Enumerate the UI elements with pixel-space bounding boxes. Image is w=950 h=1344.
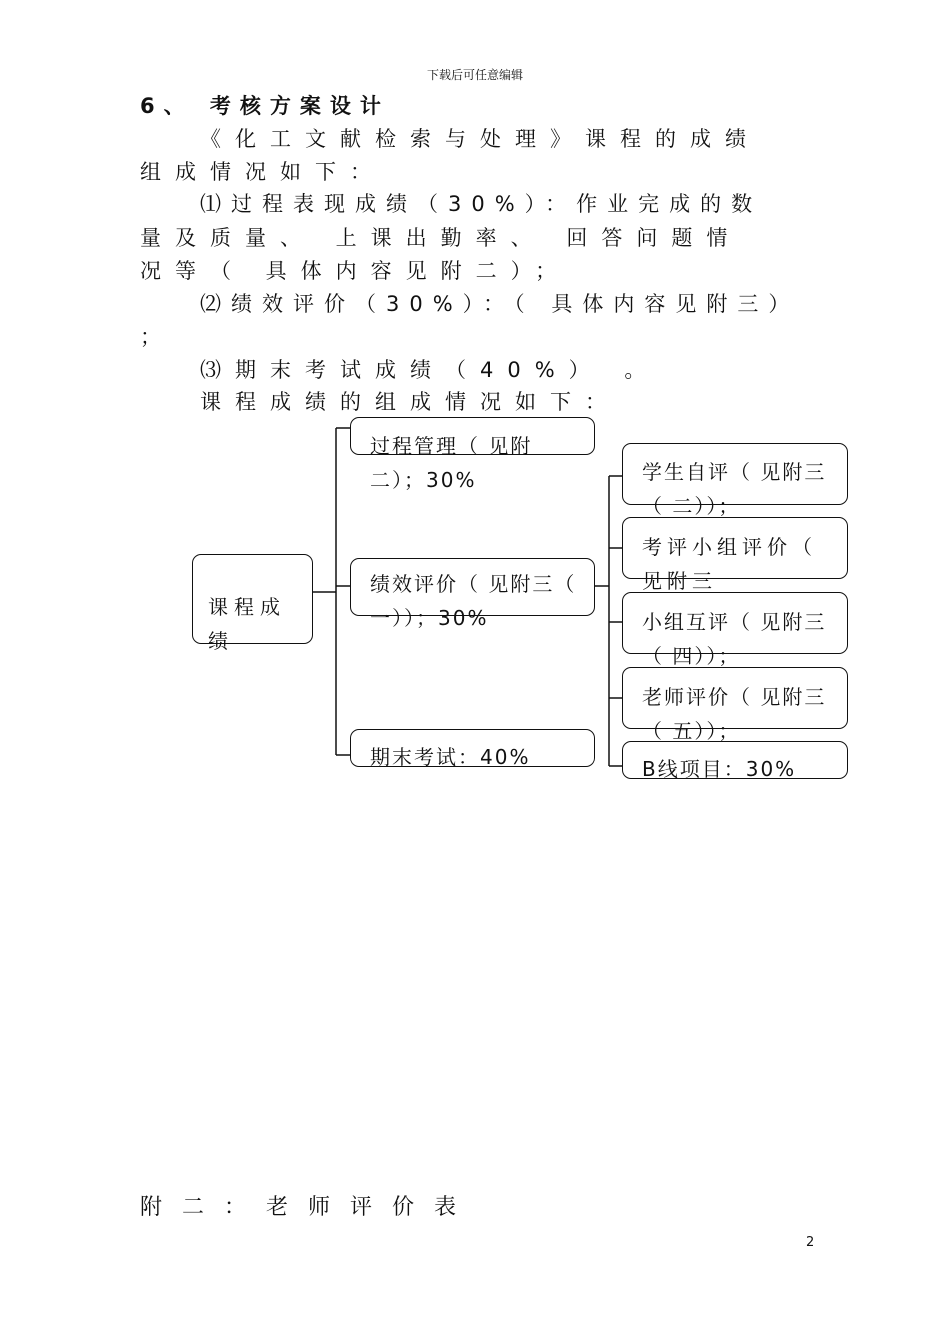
diagram-node-process-label: 过程管理（ 见附二）；30% [370,434,533,492]
item1-line-3: 况等（ 具体内容见附二）； [140,259,571,283]
header-watermark: 下载后可任意编辑 [426,68,523,82]
diagram-node-self-eval-label: 学生自评（ 见附三（ 二））； [642,460,827,517]
item2-line-1: ⑵绩效评价（30%）：（ 具体内容见附三） [200,292,800,316]
item2-line-2: ； [140,325,171,349]
appendix-title: 附二：老师评价表 [140,1195,477,1220]
intro-line-2: 组成情况如下： [140,160,385,184]
diagram-intro: 课程成绩的组成情况如下： [200,390,620,414]
diagram-node-performance-label: 绩效评价（ 见附三（ 一））；30% [370,572,577,630]
diagram-node-b-line-label: B线项目：30% [642,757,797,781]
item1-line-2: 量及质量、 上课出勤率、 回答问题情 [140,226,742,250]
diagram-node-peer-eval-label: 小组互评（ 见附三（ 四））； [642,610,827,667]
item3-line: ⑶期末考试成绩（40%） 。 [200,358,660,382]
intro-line-1: 《化工文献检索与处理》课程的成绩 [200,127,760,151]
diagram-node-final-exam-label: 期末考试：40% [370,745,531,769]
diagram-node-teacher-eval-label: 老师评价（ 见附三（ 五））； [642,685,827,742]
page-number: 2 [806,1235,815,1250]
section-title: 6、 考核方案设计 [140,94,390,118]
item1-line-1: ⑴过程表现成绩（30%）：作业完成的数 [200,192,763,216]
diagram-node-committee-eval-label: 考评小组评价（ 见附三 [642,535,817,590]
diagram-root-label: 课程成绩 [208,595,286,653]
